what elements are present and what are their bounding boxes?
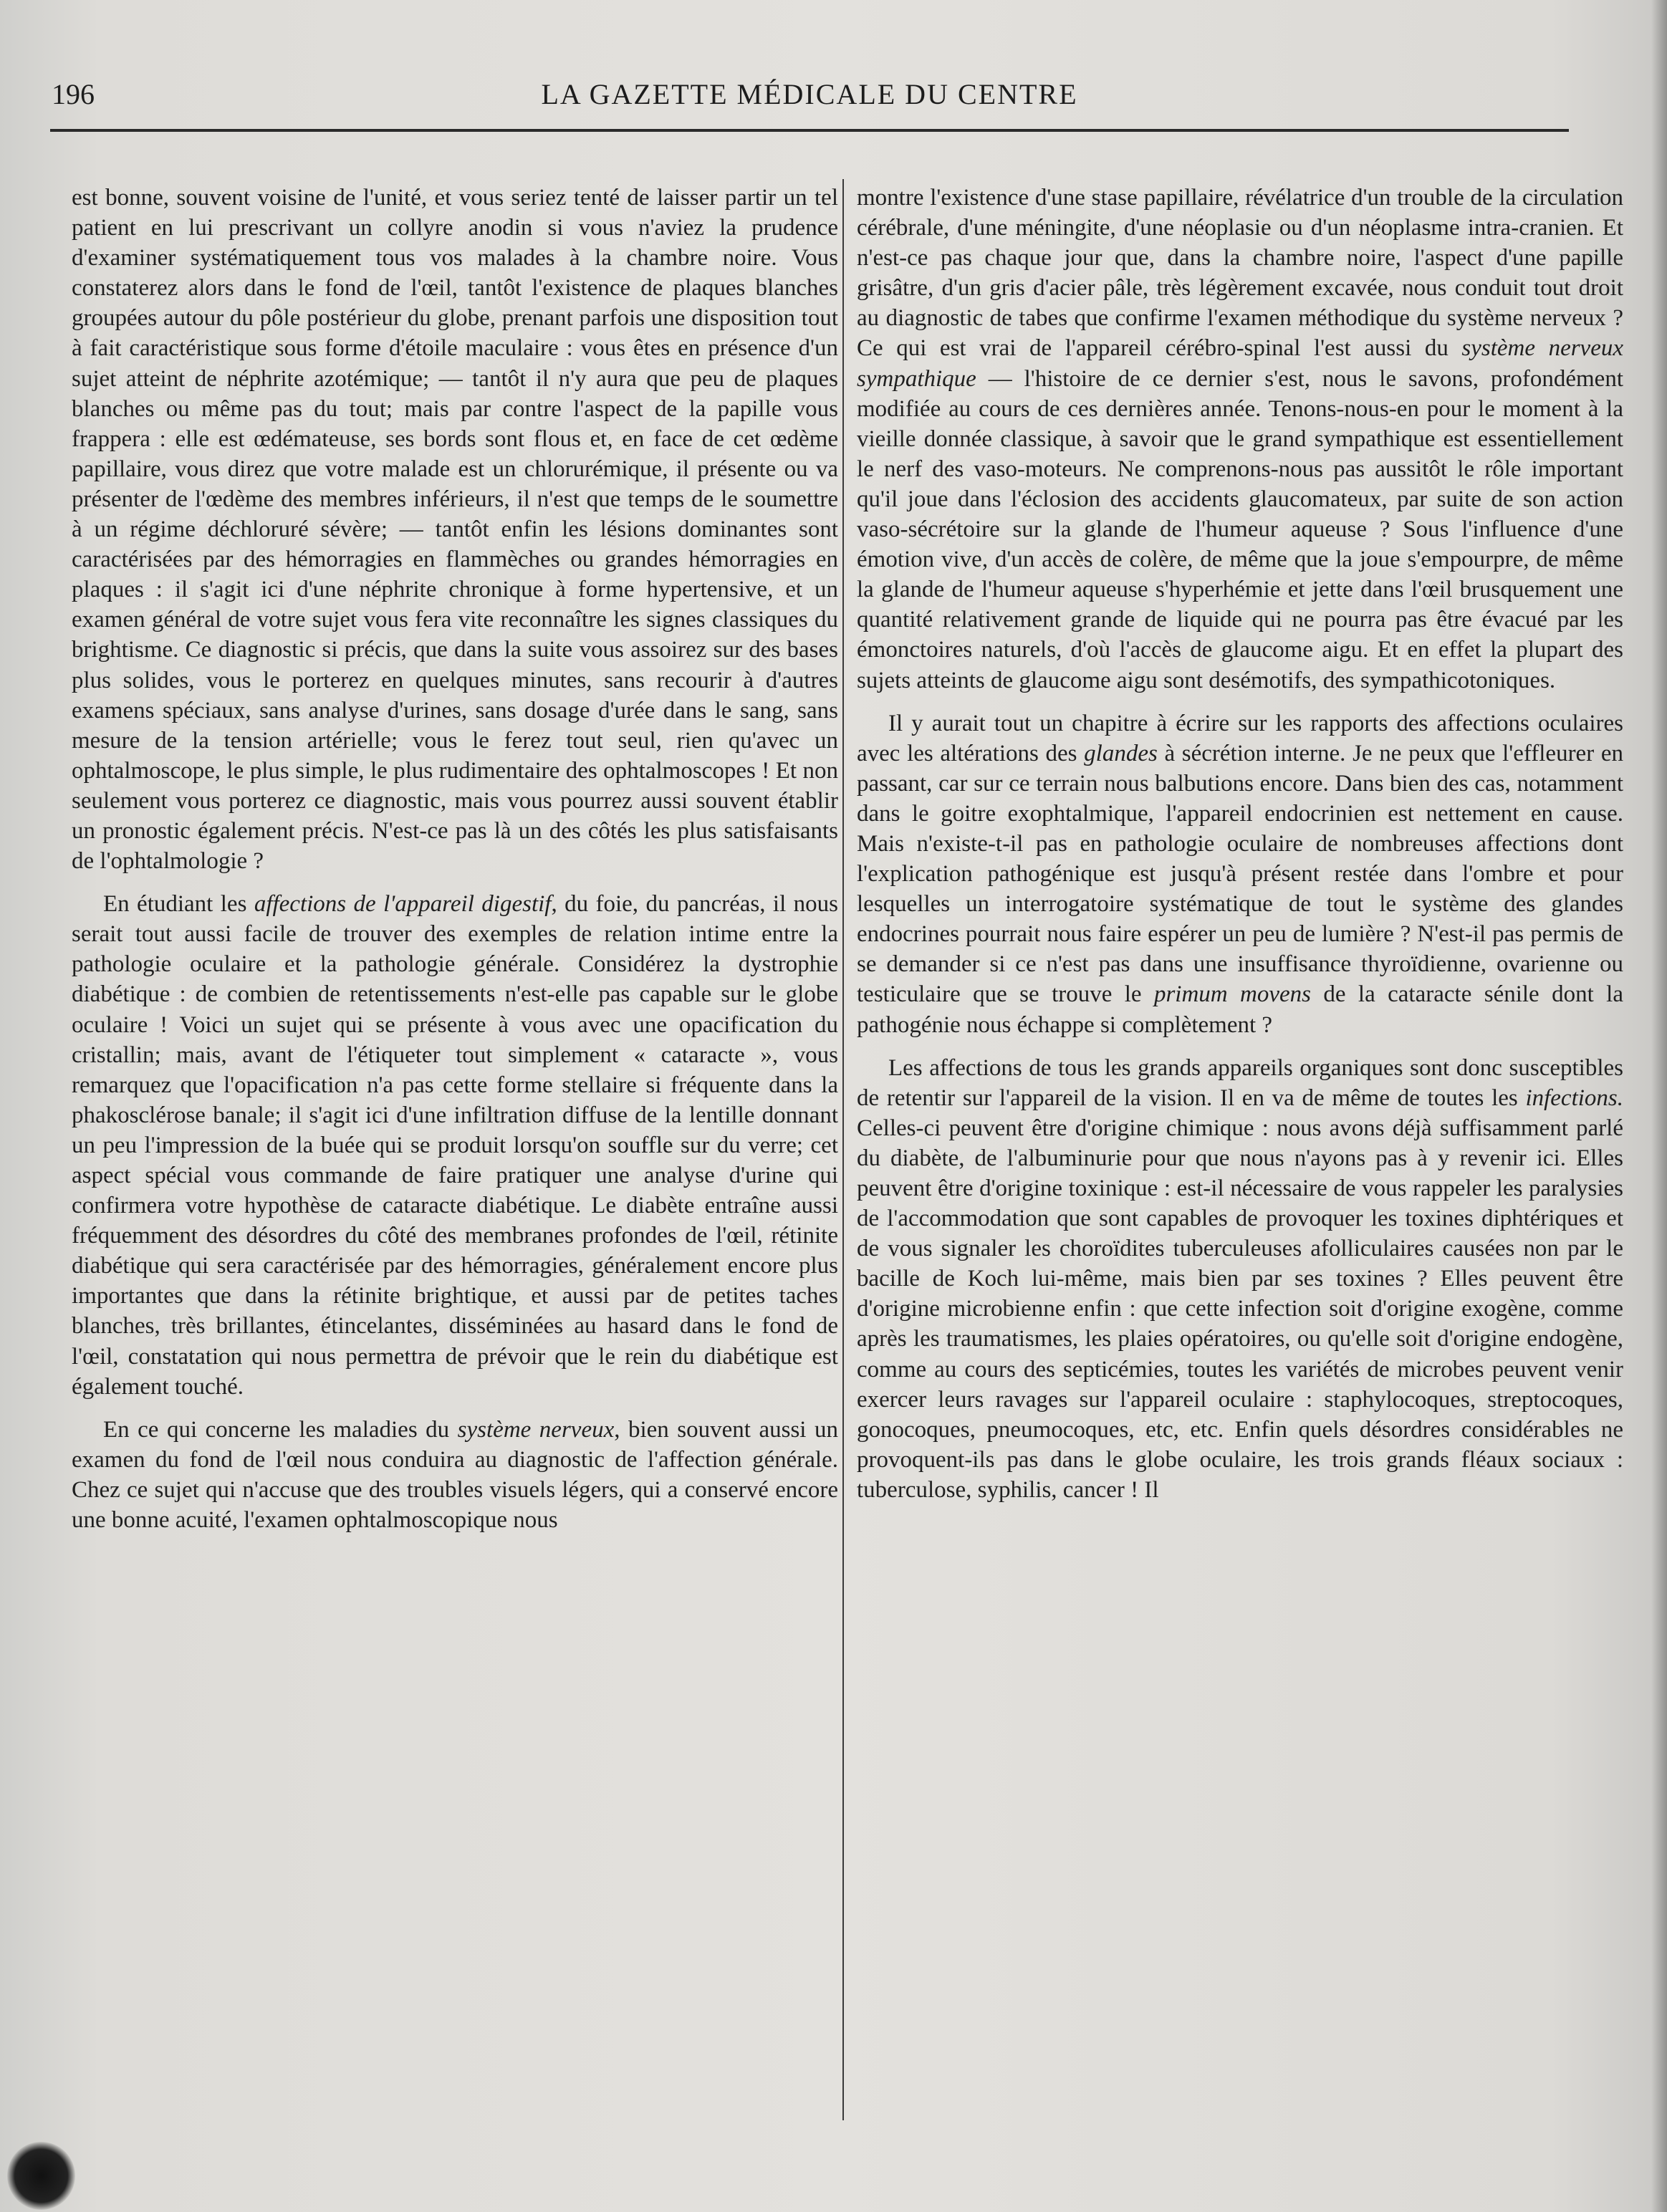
- right-p2-italic-1: glandes: [1084, 740, 1158, 766]
- right-paragraph-3: [857, 1053, 1623, 1505]
- right-p1-text-a: montre l'existence d'une stase papillaire, révélatrice d'un trouble de la circulation cérébrale, d'une méningite, d'une néoplasie ou d'un néoplasme intra-cranien. Et n'est-ce pas chaque jour que, dans la chambre noire, l'aspect d'une papille grisâtre, d'un gris d'acier pâle, très légèrement excavée, nous conduit tout droit au diagnostic de tabes que confirme l'examen méthodique du système nerveux ? Ce qui est vrai de l'appareil cérébro-spinal l'est aussi du: [857, 185, 1623, 362]
- page-number: 196: [52, 78, 95, 110]
- left-paragraph-2: [72, 889, 838, 1402]
- right-p3-text-a: Les affections de tous les grands appareils organiques sont donc susceptibles de retentir sur l'appareil de la vision. Il en va de même de toutes les: [857, 1054, 1623, 1111]
- binding-shadow: [1651, 0, 1667, 2212]
- left-p1-text: est bonne, souvent voisine de l'unité, et vous seriez tenté de laisser partir un tel patient en lui prescrivant un collyre anodin si vous n'aviez la prudence d'examiner systématiquement tous vos malades à la chambre noire. Vous constaterez alors dans le fond de l'œil, tantôt l'existence de plaques blanches groupées autour du pôle postérieur du globe, prenant parfois une disposition tout à fait caractéristique sous forme d'étoile maculaire : vous êtes en présence d'un sujet atteint de néphrite azotémique; — tantôt il n'y aura que peu de plaques blanches ou même pas du tout; mais par contre l'aspect de la papille vous frappera : elle est œdémateuse, ses bords sont flous et, en face de cet œdème papillaire, vous direz que votre malade est un chlorurémique, il présente ou va présenter de l'œdème des membres inférieurs, il n'est que temps de le soumettre à un régime déchloruré sévère; — tantôt enfin les lésions dominantes sont caractérisées par des hémorragies en flammèches ou grandes hémorragies en plaques : il s'agit ici d'une néphrite chronique à forme hypertensive, et un examen général de votre sujet vous fera vite reconnaître les signes classiques du brightisme. Ce diagnostic si précis, que dans la suite vous assoirez sur des bases plus solides, vous le porterez en quelques minutes, sans recourir à d'autres examens spéciaux, sans analyse d'urines, sans dosage d'urée dans le sang, sans mesure de la tension artérielle; vous le ferez tout seul, rien qu'avec un ophtalmoscope, le plus simple, le plus rudimentaire des ophtalmoscopes ! Et non seulement vous porterez ce diagnostic, mais vous pourrez aussi souvent établir un pronostic également précis. N'est-ce pas là un des côtés les plus satisfaisants de l'ophtalmologie ?: [72, 185, 838, 875]
- page-header: [50, 77, 1569, 120]
- left-p2-italic: affections de l'appareil digestif: [254, 891, 552, 918]
- right-p2-text-a: Il y aurait tout un chapitre à écrire sur les rapports des affections oculaires avec les altérations des: [857, 710, 1623, 766]
- right-p3-italic: infections.: [1525, 1085, 1623, 1111]
- left-p2-text-a: En étudiant les: [103, 891, 254, 918]
- left-p3-text-a: En ce qui concerne les maladies du: [103, 1416, 458, 1443]
- right-p2-italic-2: primum movens: [1153, 981, 1311, 1008]
- left-p3-italic: système nerveux: [457, 1416, 615, 1443]
- left-column: [72, 183, 838, 2160]
- left-paragraph-1: [72, 183, 838, 876]
- left-p2-text-b: , du foie, du pancréas, il nous serait tout aussi facile de trouver des exemples de relation intime entre la pathologie oculaire et la pathologie générale. Considérez la dystrophie diabétique : de combien de retentissements n'est-elle pas capable sur le globe oculaire ! Voici un sujet qui se présente à vous avec une opacification du cristallin; mais, avant de l'étiqueter tout simplement « cataracte », vous remarquez que l'opacification n'a pas cette forme stellaire si fréquente dans la phakosclérose banale; il s'agit ici d'une infiltration diffuse de la lentille donnant un peu l'impression de la buée qui se produit lorsqu'on souffle sur du verre; cet aspect spécial vous commande de faire pratiquer une analyse d'urine qui confirmera votre hypothèse de cataracte diabétique. Le diabète entraîne aussi fréquemment des désordres du côté des membranes profondes de l'œil, rétinite diabétique qui sera caractérisée par des hémorragies, généralement encore plus importantes que dans la rétinite brightique, et aussi par de petites taches blanches, très brillantes, étincelantes, disséminées au hasard dans le fond de l'œil, constatation qui nous permettra de prévoir que le rein du diabétique est également touché.: [72, 891, 838, 1400]
- left-paragraph-3: [72, 1415, 838, 1535]
- ink-stain: [7, 2142, 75, 2210]
- running-title: LA GAZETTE MÉDICALE DU CENTRE: [541, 78, 1078, 110]
- right-p3-text-b: Celles-ci peuvent être d'origine chimique : nous avons déjà suffisamment parlé du diabète, de l'albuminurie pour que nous n'ayons pas à y revenir ici. Elles peuvent être d'origine toxinique : est-il nécessaire de vous rappeler les paralysies de l'accommodation que sont capables de provoquer les toxines diphtériques et de vous signaler les choroïdites tuberculeuses afolliculaires causées non par le bacille de Koch lui-même, mais bien par ses toxines ? Elles peuvent être d'origine microbienne enfin : que cette infection soit d'origine exogène, comme après les traumatismes, les plaies opératoires, ou qu'elle soit d'origine endogène, comme au cours des septicémies, toutes les variétés de microbes peuvent venir exercer leurs ravages sur l'appareil oculaire : staphylocoques, streptocoques, gonocoques, pneumocoques, etc, etc. Enfin quels désordres considérables ne provoquent-ils pas dans le globe oculaire, les trois grands fléaux sociaux : tuberculose, syphilis, cancer ! Il: [857, 1115, 1623, 1503]
- right-p2-text-b: à sécrétion interne. Je ne peux que l'effleurer en passant, car sur ce terrain nous balbutions encore. Dans bien des cas, notamment dans le goitre exophtalmique, l'appareil endocrinien est nettement en cause. Mais n'existe-t-il pas en pathologie oculaire de nombreuses affections dont l'explication pathogénique est jusqu'à présent restée dans l'ombre et pour lesquelles un interrogatoire systématique de tout le système des glandes endocrines pourrait nous faire espérer un peu de lumière ? N'est-il pas permis de se demander si ce n'est pas dans une insuffisance thyroïdienne, ovarienne ou testiculaire que se trouve le: [857, 740, 1623, 1008]
- header-rule: [50, 129, 1569, 132]
- right-column: [857, 183, 1623, 2160]
- column-divider: [842, 179, 844, 2120]
- right-p2-text-c: de la cataracte sénile dont la pathogénie nous échappe si complètement ?: [857, 981, 1623, 1038]
- right-paragraph-2: [857, 708, 1623, 1040]
- left-p3-text-b: , bien souvent aussi un examen du fond de l'œil nous conduira au diagnostic de l'affection générale. Chez ce sujet qui n'accuse que des troubles visuels légers, qui a conservé encore une bonne acuité, l'examen ophtalmoscopique nous: [72, 1416, 838, 1534]
- right-paragraph-1: [857, 183, 1623, 696]
- right-p1-text-b: — l'histoire de ce dernier s'est, nous le savons, profondément modifiée au cours de ces dernières année. Tenons-nous-en pour le moment à la vieille donnée classique, à savoir que le grand sympathique est essentiellement le nerf des vaso-moteurs. Ne comprenons-nous pas aussitôt le rôle important qu'il joue dans l'éclosion des accidents glaucomateux, par suite de son action vaso-sécrétoire sur la glande de l'humeur aqueuse ? Sous l'influence d'une émotion vive, d'un accès de colère, de même que la joue s'empourpre, de même la glande de l'humeur aqueuse s'hyperhémie et jette dans l'œil brusquement une quantité relativement grande de liquide qui ne pourra pas être évacué par les émonctoires naturels, d'où l'accès de glaucome aigu. Et en effet la plupart des sujets atteints de glaucome aigu sont desémotifs, des sympathicotoniques.: [857, 365, 1623, 693]
- right-p1-italic: système nerveux sympathique: [857, 335, 1623, 392]
